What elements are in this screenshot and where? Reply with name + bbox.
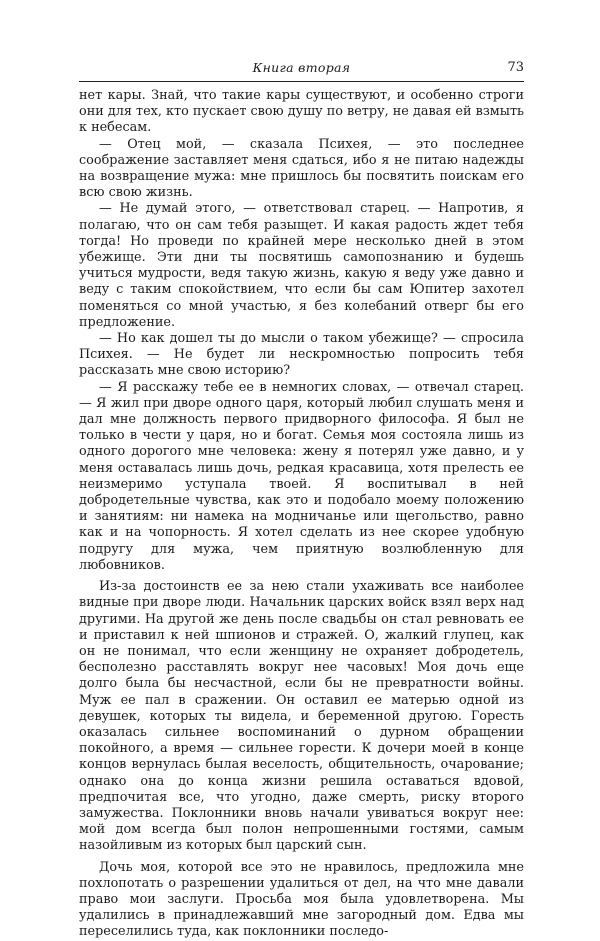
paragraph: — Отец мой, — сказала Психея, — это последнее соображение заставляет меня сдаться, ибо я не питаю надежды на возвращение мужа: мне пришлось бы посвятить поискам его всю свою жизнь. [79, 136, 524, 201]
paragraph: — Но как дошел ты до мысли о таком убежище? — спросила Психея. — Не будет ли нескромностью попросить тебя рассказать мне свою историю? [79, 331, 524, 379]
header-rule [79, 81, 524, 82]
paragraph: Из-за достоинств ее за нею стали ухаживать все наиболее видные при дворе люди. Начальник царских войск взял верх над другими. На другой же день после свадьбы он стал ревновать ее и приставил к ней шпионов и стражей. О, жалкий глупец, как он не понимал, что если женщину не охраняет добродетель, бесполезно расставлять вокруг нее часовых! Моя дочь еще долго была бы несчастной, если бы не превратности войны. Муж ее пал в сражении. Он оставил ее матерью одной из девушек, которых ты видела, и беременной другою. Горесть оказалась сильнее воспоминаний о дурном обращении покойного, а время — сильнее горести. К дочери моей в конце концов вернулась былая веселость, общительность, очарование; однако она до конца жизни решила оставаться вдовой, предпочитая все, что угодно, даже смерть, риску второго замужества. Поклонники вновь начали увиваться вокруг нее: мой дом всегда был полон непрошенными гостями, самым назойливым из которых был царский сын. [79, 579, 524, 854]
paragraph: нет кары. Знай, что такие кары существуют, и особенно строги они для тех, кто пускает свою душу по ветру, не давая ей взмыть к небесам. [79, 88, 524, 136]
paragraph: — Не думай этого, — ответствовал старец. — Напротив, я полагаю, что он сам тебя разыщет. И какая радость ждет тебя тогда! Но проведи по крайней мере несколько дней в этом убежище. Эти дни ты посвятишь самопознанию и будешь учиться мудрости, ведя такую жизнь, какую я веду уже давно и веду с таким спокойствием, что если бы сам Юпитер захотел поменяться со мной участью, я без колебаний отверг бы его предложение. [79, 201, 524, 330]
paragraph: — Я расскажу тебе ее в немногих словах, — отвечал старец. — Я жил при дворе одного царя, который любил слушать меня и дал мне должность первого придворного философа. Я был не только в чести у царя, но и богат. Семья моя состояла лишь из одного дорогого мне человека: жену я потерял уже давно, и у меня оставалась лишь дочь, редкая красавица, хотя прелесть ее неизмеримо уступала твоей. Я воспитывал в ней добродетельные чувства, как это и подобало моему положению и занятиям: ни намека на модничанье или щегольство, равно как и на чопорность. Я хотел сделать из нее скорее удобную подругу для мужа, чем приятную возлюбленную для любовников. [79, 379, 524, 573]
page-header [79, 60, 524, 78]
running-title: Книга вторая [252, 60, 351, 75]
paragraph: Дочь моя, которой все это не нравилось, предложила мне похлопотать о разрешении удалиться от дел, на что мне давали право мои заслуги. Просьба моя была удовлетворена. Мы удалились в принадлежавший мне загородный дом. Едва мы переселились туда, как поклонники последо- [79, 859, 524, 940]
page-body [79, 88, 524, 941]
page-number: 73 [507, 60, 524, 75]
